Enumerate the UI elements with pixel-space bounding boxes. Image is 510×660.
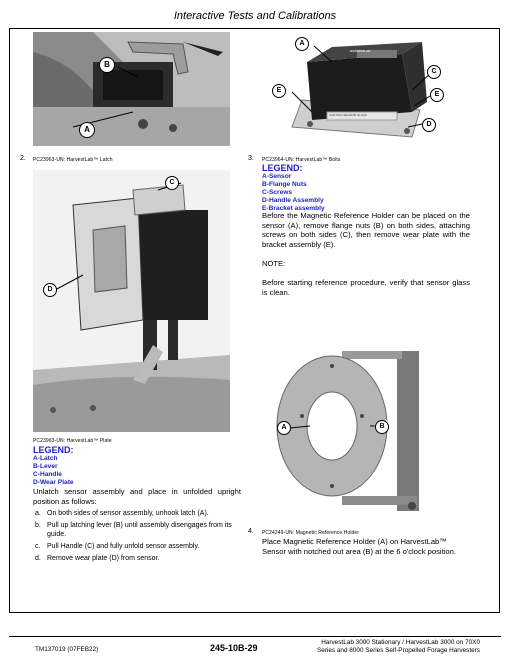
bolts-legend-item: B-Flange Nuts: [262, 181, 307, 188]
bolts-callout-c: C: [427, 65, 441, 79]
latch-step-number: 2.: [20, 155, 26, 162]
latch-callout-b: B: [99, 57, 115, 73]
latch-photo: [33, 32, 230, 146]
holder-step-number: 4.: [248, 528, 254, 535]
footer-page-number: 245-10B-29: [210, 643, 258, 653]
bolts-caption: PC23964-UN: HarvestLab™ Bolts: [262, 157, 341, 163]
plate-step: c. Pull Handle (C) and fully unfold sensor assembly.: [35, 543, 200, 550]
bolts-legend: [262, 173, 325, 213]
note-label: NOTE:: [262, 259, 286, 268]
note-text: Before starting reference procedure, verify that sensor glass is clean.: [262, 278, 470, 297]
bolts-legend-item: E-Bracket assembly: [262, 205, 325, 212]
plate-steps: [35, 509, 241, 563]
bolts-photo: [262, 32, 448, 146]
plate-legend-item: A-Latch: [33, 455, 58, 462]
plate-photo: [33, 170, 230, 432]
latch-caption: PC23963-UN: HarvestLab™ Latch: [33, 157, 113, 163]
plate-instructions: Unlatch sensor assembly and place in unfolded upright position as follows:: [33, 487, 241, 506]
plate-caption: PC23963-UN: HarvestLab™ Plate: [33, 438, 112, 444]
latch-callout-a: A: [79, 122, 95, 138]
sensor-label: HARVESTLAB: [350, 49, 371, 53]
footer-title: [282, 639, 480, 655]
footer-doc-id: TM137019 (07FEB22): [35, 646, 99, 653]
plate-legend-item: D-Wear Plate: [33, 479, 74, 486]
plate-step: a. On both sides of sensor assembly, unhook latch (A).: [35, 510, 209, 517]
bolts-legend-title: LEGEND:: [262, 163, 303, 173]
holder-callout-a: A: [277, 421, 291, 435]
bolts-legend-item: D-Handle Assembly: [262, 197, 324, 204]
holder-instructions: Place Magnetic Reference Holder (A) on HarvestLab™ Sensor with notched out area (B) at the 6 o'clock position.: [262, 537, 456, 556]
footer-rule: [9, 636, 501, 637]
holder-photo: [262, 316, 448, 522]
bolts-callout-d: D: [422, 118, 436, 132]
sensor-sticker: CAUTION SENSOR GLASS: [329, 113, 367, 117]
plate-legend-item: B-Lever: [33, 463, 58, 470]
holder-caption: PC24249-UN: Magnetic Reference Holder: [262, 530, 360, 536]
bolts-step-number: 3.: [248, 155, 254, 162]
bolts-callout-e-right: E: [430, 88, 444, 102]
plate-legend-title: LEGEND:: [33, 445, 74, 455]
plate-callout-c: C: [165, 176, 179, 190]
bolts-callout-e-left: E: [272, 84, 286, 98]
plate-callout-d: D: [43, 283, 57, 297]
bolts-legend-item: A-Sensor: [262, 173, 292, 180]
holder-callout-b: B: [375, 420, 389, 434]
bolts-callout-a: A: [295, 37, 309, 51]
bolts-instructions: Before the Magnetic Reference Holder can be placed on the sensor (A), remove flange nuts (B) on both sides, attaching screws on both sides (C), then remove wear plate with the bracket assembly (E).: [262, 211, 470, 249]
plate-legend: [33, 455, 74, 487]
plate-legend-item: C-Handle: [33, 471, 62, 478]
bolts-legend-item: C-Screws: [262, 189, 293, 196]
footer-title-line-2: Series and 8000 Series Self-Propelled Forage Harvesters: [316, 647, 480, 654]
plate-step: d. Remove wear plate (D) from sensor.: [35, 555, 160, 562]
plate-step: b. Pull up latching lever (B) until assembly disengages from its guide.: [35, 522, 232, 538]
page-title: Interactive Tests and Calibrations: [173, 10, 337, 22]
footer-title-line-1: HarvestLab 3000 Stationary / HarvestLab 3000 on 70X0: [321, 639, 480, 646]
